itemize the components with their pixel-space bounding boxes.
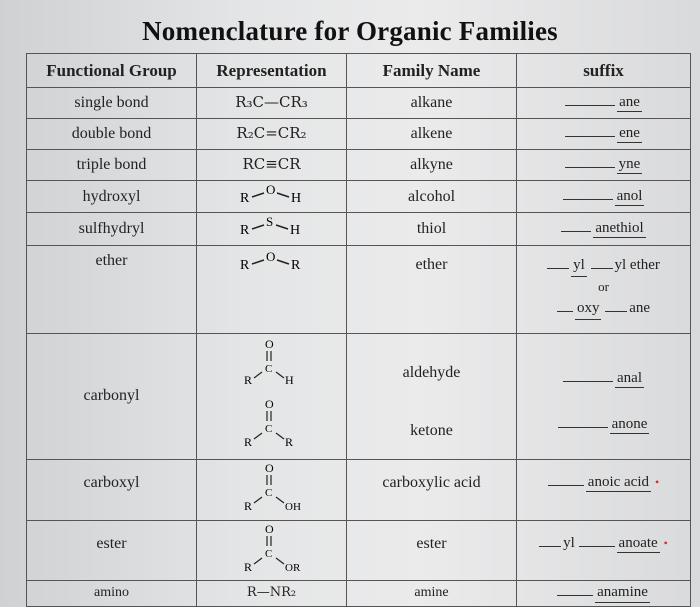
blank-line: [539, 545, 561, 547]
blank-line: [565, 104, 615, 106]
family-cell: [347, 245, 517, 333]
atom-c: C: [264, 362, 272, 375]
suffix-text: yl ether: [614, 256, 660, 273]
blank-line: [565, 135, 615, 137]
ether-suffix-line-2: [517, 297, 690, 321]
suffix-text: oxy: [575, 297, 602, 321]
suffix-ketone-line: [517, 416, 690, 434]
group-cell: carbonyl: [27, 333, 197, 459]
suffix-cell: [517, 333, 691, 459]
suffix-cell: [517, 150, 691, 181]
suffix-text: anamine: [595, 584, 650, 602]
suffix-text: anethiol: [593, 220, 645, 238]
family-label: carboxylic acid: [382, 474, 481, 492]
sulfhydryl-structure: [232, 213, 312, 239]
blank-line: [563, 198, 613, 200]
blank-line: [565, 166, 615, 168]
suffix-cell: [517, 245, 691, 333]
atom-o: O: [264, 521, 274, 536]
table-row: [27, 460, 691, 520]
suffix-cell: [517, 460, 691, 520]
blank-line: [557, 594, 593, 596]
representation-cell: [197, 333, 347, 459]
family-aldehyde: aldehyde: [402, 363, 461, 381]
representation-cell: R₃C—CR₃: [197, 88, 347, 119]
group-cell: double bond: [27, 119, 197, 150]
family-cell: amine: [347, 580, 517, 606]
group-cell: amino: [27, 580, 197, 606]
suffix-cell: [517, 88, 691, 119]
blank-line: [591, 267, 613, 269]
group-label: carboxyl: [83, 474, 140, 492]
suffix-text: yl: [571, 254, 587, 278]
family-cell: alkyne: [347, 150, 517, 181]
group-cell: [27, 460, 197, 520]
nomenclature-table: [26, 53, 691, 607]
group-cell: triple bond: [27, 150, 197, 181]
ether-structure: [232, 248, 312, 274]
table-row: [27, 150, 691, 181]
blank-line: [605, 310, 627, 312]
atom-r: R: [239, 223, 249, 239]
blank-line: [579, 545, 615, 547]
atom-h: H: [289, 223, 300, 239]
suffix-cell: [517, 213, 691, 245]
representation-cell: RC≡CR: [197, 150, 347, 181]
atom-oh: OH: [284, 501, 301, 514]
family-cell: alcohol: [347, 181, 517, 213]
suffix-cell: [517, 580, 691, 606]
table-row: [27, 181, 691, 213]
suffix-cell: [517, 520, 691, 580]
suffix-text: yne: [617, 156, 643, 174]
suffix-text: anol: [615, 188, 645, 206]
representation-cell: R—NR₂: [197, 580, 347, 606]
table-row: [27, 119, 691, 150]
atom-s: S: [265, 214, 273, 230]
table-row: [27, 580, 691, 606]
header-functional-group: Functional Group: [27, 54, 197, 88]
bond: [252, 225, 264, 229]
atom-c: C: [264, 422, 272, 435]
bullet-icon: •: [663, 535, 668, 550]
table-row: [27, 88, 691, 119]
bullet-icon: •: [655, 475, 660, 490]
atom-h: H: [284, 372, 294, 387]
table-row: [27, 213, 691, 245]
suffix-text: anal: [615, 370, 644, 388]
table-row: [27, 520, 691, 580]
group-cell: sulfhydryl: [27, 213, 197, 245]
ester-structure: [232, 521, 312, 575]
atom-o: O: [265, 182, 275, 197]
atom-r2: R: [284, 434, 293, 449]
group-cell: hydroxyl: [27, 181, 197, 213]
representation-cell: [197, 520, 347, 580]
representation-cell: R₂C=CR₂: [197, 119, 347, 150]
suffix-cell: [517, 119, 691, 150]
family-cell: [347, 460, 517, 520]
bond: [252, 193, 264, 197]
family-cell: [347, 333, 517, 459]
atom-o: O: [264, 461, 274, 476]
page-title: Nomenclature for Organic Families: [142, 16, 558, 46]
family-label: ether: [415, 255, 448, 273]
table-row: [27, 333, 691, 459]
group-cell: single bond: [27, 88, 197, 119]
family-cell: thiol: [347, 213, 517, 245]
header-representation: Representation: [197, 54, 347, 88]
bond: [276, 225, 288, 229]
atom-o: O: [264, 336, 274, 351]
blank-line: [563, 380, 613, 382]
family-cell: [347, 520, 517, 580]
header-family-name: Family Name: [347, 54, 517, 88]
suffix-text: ane: [629, 299, 651, 316]
family-ketone: ketone: [410, 422, 453, 440]
group-cell: [27, 520, 197, 580]
atom-r: R: [239, 191, 249, 206]
bond: [277, 193, 289, 197]
atom-c: C: [264, 547, 272, 560]
atom-r: R: [243, 499, 252, 514]
suffix-text: ane: [617, 94, 642, 112]
hydroxyl-structure: [232, 181, 312, 207]
atom-o: O: [264, 396, 274, 411]
header-suffix: suffix: [517, 54, 691, 88]
atom-o: O: [265, 248, 275, 264]
atom-r2: R: [290, 257, 300, 273]
blank-line: [561, 230, 591, 232]
representation-cell: [197, 460, 347, 520]
bond: [252, 260, 264, 264]
blank-line: [547, 267, 569, 269]
group-cell: [27, 245, 197, 333]
suffix-text: anoate: [617, 535, 660, 553]
family-label: ester: [416, 534, 447, 552]
blank-line: [548, 484, 584, 486]
representation-cell: [197, 213, 347, 245]
carboxyl-structure: [232, 460, 312, 514]
ether-suffix-line-1: [517, 254, 690, 278]
group-label: ether: [95, 251, 128, 269]
suffix-text: anone: [610, 416, 650, 434]
atom-r: R: [239, 257, 249, 273]
suffix-text: anoic acid: [586, 474, 651, 492]
suffix-cell: [517, 181, 691, 213]
atom-c: C: [264, 487, 272, 500]
bond: [277, 260, 289, 264]
suffix-text: yl: [563, 534, 575, 551]
representation-cell: [197, 245, 347, 333]
atom-or: OR: [284, 561, 300, 574]
header-row: [27, 54, 691, 88]
table-row: [27, 245, 691, 333]
atom-h: H: [290, 191, 301, 206]
blank-line: [558, 426, 608, 428]
blank-line: [557, 310, 573, 312]
atom-r: R: [243, 559, 252, 574]
carbonyl-structures: [232, 334, 312, 454]
atom-r: R: [243, 434, 252, 449]
group-label: ester: [96, 534, 127, 552]
family-cell: alkene: [347, 119, 517, 150]
or-label: or: [598, 279, 609, 295]
representation-cell: [197, 181, 347, 213]
suffix-aldehyde-line: [517, 370, 690, 388]
suffix-text: ene: [617, 125, 642, 143]
atom-r: R: [243, 372, 252, 387]
family-cell: alkane: [347, 88, 517, 119]
